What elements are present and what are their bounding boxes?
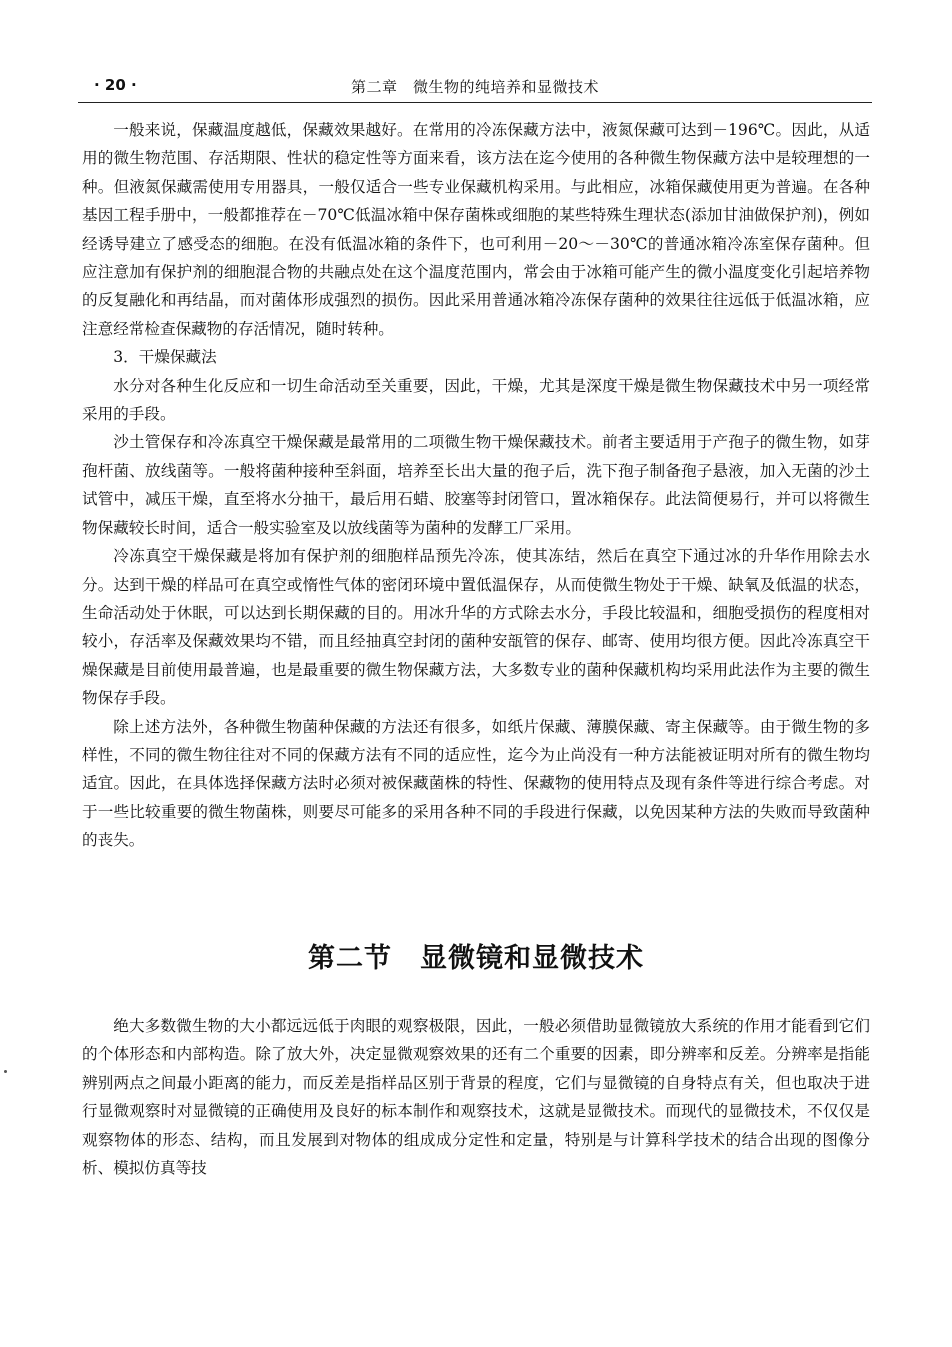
paragraph-sand-tube-storage: 沙土管保存和冷冻真空干燥保藏是最常用的二项微生物干燥保藏技术。前者主要适用于产孢子的微生物，如芽孢杆菌、放线菌等。一般将菌种接种至斜面，培养至长出大量的孢子后，洗下孢子制备孢子悬液，加入无菌的沙土试管中，减压干燥，直至将水分抽干，最后用石蜡、胶塞等封闭管口，置冰箱保存。此法简便易行，并可以将微生物保藏较长时间，适合一般实验室及以放线菌等为菌种的发酵工厂采用。 [82, 433, 870, 537]
section-title: 第二节 显微镜和显微技术 [308, 943, 644, 974]
running-header [78, 72, 872, 103]
paragraph-other-methods: 除上述方法外，各种微生物菌种保藏的方法还有很多，如纸片保藏、薄膜保藏、寄主保藏等。由于微生物的多样性，不同的微生物往往对不同的保藏方法有不同的适应性，迄今为止尚没有一种方法能被证明对所有的微生物均适宜。因此，在具体选择保藏方法时必须对被保藏菌株的特性、保藏物的使用特点及现有条件等进行综合考虑。对于一些比较重要的微生物菌株，则要尽可能多的采用各种不同的手段进行保藏，以免因某种方法的失败而导致菌种的丧失。 [82, 717, 870, 850]
paragraph-freeze-drying: 冷冻真空干燥保藏是将加有保护剂的细胞样品预先冷冻，使其冻结，然后在真空下通过冰的升华作用除去水分。达到干燥的样品可在真空或惰性气体的密闭环境中置低温保存，从而使微生物处于干燥、缺氧及低温的状态，生命活动处于休眠，可以达到长期保藏的目的。用冰升华的方式除去水分，手段比较温和，细胞受损伤的程度相对较小，存活率及保藏效果均不错，而且经抽真空封闭的菌种安瓿管的保存、邮寄、使用均很方便。因此冷冻真空干燥保藏是目前使用最普遍，也是最重要的微生物保藏方法，大多数专业的菌种保藏机构均采用此法作为主要的微生物保存手段。 [82, 547, 870, 708]
paragraph-drying-intro: 水分对各种生化反应和一切生命活动至关重要，因此，干燥，尤其是深度干燥是微生物保藏技术中另一项经常采用的手段。 [82, 376, 870, 424]
paragraph-microscopy-intro: 绝大多数微生物的大小都远远低于肉眼的观察极限，因此，一般必须借助显微镜放大系统的作用才能看到它们的个体形态和内部构造。除了放大外，决定显微观察效果的还有二个重要的因素，即分辨率和反差。分辨率是指能辨别两点之间最小距离的能力，而反差是指样品区别于背景的程度，它们与显微镜的自身特点有关，但也取决于进行显微观察时对显微镜的正确使用及良好的标本制作和观察技术，这就是显微技术。而现代的显微技术，不仅仅是观察物体的形态、结构，而且发展到对物体的组成成分定性和定量，特别是与计算科学技术的结合出现的图像分析、模拟仿真等技 [82, 1017, 870, 1178]
subheading-drying-method: 3．干燥保藏法 [113, 348, 217, 367]
body-text-lower [82, 1012, 870, 1182]
page-number: · 20 · [94, 76, 137, 94]
chapter-title: 第二章 微生物的纯培养和显微技术 [350, 78, 599, 96]
scan-speck [4, 1070, 7, 1073]
paragraph-low-temperature-storage: 一般来说，保藏温度越低，保藏效果越好。在常用的冷冻保藏方法中，液氮保藏可达到－196℃。因此，从适用的微生物范围、存活期限、性状的稳定性等方面来看，该方法在迄今使用的各种微生物保藏方法中是较理想的一种。但液氮保藏需使用专用器具，一般仅适合一些专业保藏机构采用。与此相应，冰箱保藏使用更为普遍。在各种基因工程手册中，一般都推荐在－70℃低温冰箱中保存菌株或细胞的某些特殊生理状态(添加甘油做保护剂)，例如经诱导建立了感受态的细胞。在没有低温冰箱的条件下，也可利用－20～－30℃的普通冰箱冷冻室保存菌种。但应注意加有保护剂的细胞混合物的共融点处在这个温度范围内，常会由于冰箱可能产生的微小温度变化引起培养物的反复融化和再结晶，而对菌体形成强烈的损伤。因此采用普通冰箱冷冻保存菌种的效果往往远低于低温冰箱，应注意经常检查保藏物的存活情况，随时转种。 [82, 121, 870, 338]
body-text-upper [82, 116, 870, 855]
